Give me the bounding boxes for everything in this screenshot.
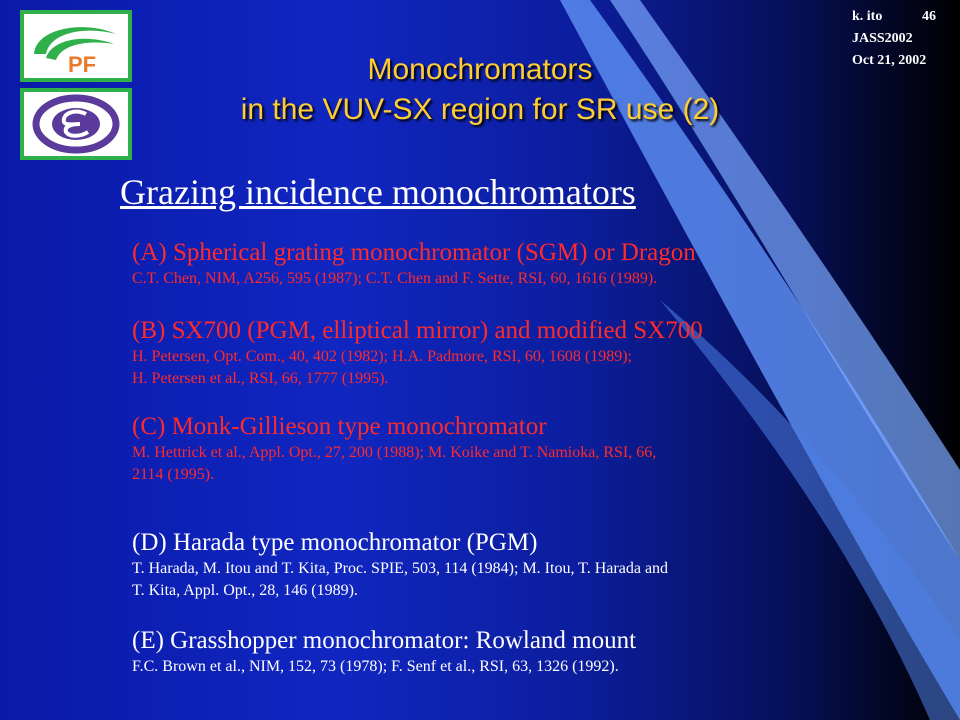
item-reference: H. Petersen, Opt. Com., 40, 402 (1982); H.A. Padmore, RSI, 60, 1608 (1989);: [132, 348, 632, 365]
date: Oct 21, 2002: [852, 53, 927, 68]
item-reference: M. Hettrick et al., Appl. Opt., 27, 200 (1988); M. Koike and T. Namioka, RSI, 66,: [132, 444, 657, 461]
section-subtitle: Grazing incidence monochromators: [120, 172, 636, 212]
page-title-line-1: Monochromators: [367, 53, 593, 86]
item-heading: (B) SX700 (PGM, elliptical mirror) and modified SX700: [132, 317, 703, 344]
list-item-b: [132, 316, 703, 390]
list-item-c: [132, 412, 656, 486]
list-item-e: [132, 626, 636, 678]
item-heading: (C) Monk-Gillieson type monochromator: [132, 413, 547, 440]
svg-text:PF: PF: [67, 52, 97, 77]
item-heading: (E) Grasshopper monochromator: Rowland mount: [132, 627, 637, 654]
item-reference: T. Kita, Appl. Opt., 28, 146 (1989).: [132, 582, 358, 599]
item-heading: (A) Spherical grating monochromator (SGM) or Dragon: [132, 239, 696, 266]
conference: JASS2002: [852, 31, 913, 46]
item-reference: 2114 (1995).: [132, 466, 215, 483]
author: k. ito: [852, 9, 883, 24]
list-item-d: [132, 528, 668, 602]
page-title-line-2: in the VUV-SX region for SR use (2): [240, 93, 720, 126]
list-item-a: [132, 238, 696, 290]
item-reference: C.T. Chen, NIM, A256, 595 (1987); C.T. Chen and F. Sette, RSI, 60, 1616 (1989).: [132, 270, 658, 287]
item-reference: H. Petersen et al., RSI, 66, 1777 (1995).: [132, 370, 389, 387]
page-number: 46: [922, 9, 936, 24]
item-reference: T. Harada, M. Itou and T. Kita, Proc. SPIE, 503, 114 (1984); M. Itou, T. Harada and: [132, 560, 669, 577]
item-reference: F.C. Brown et al., NIM, 152, 73 (1978); F. Senf et al., RSI, 63, 1326 (1992).: [132, 658, 619, 675]
item-heading: (D) Harada type monochromator (PGM): [132, 529, 538, 556]
